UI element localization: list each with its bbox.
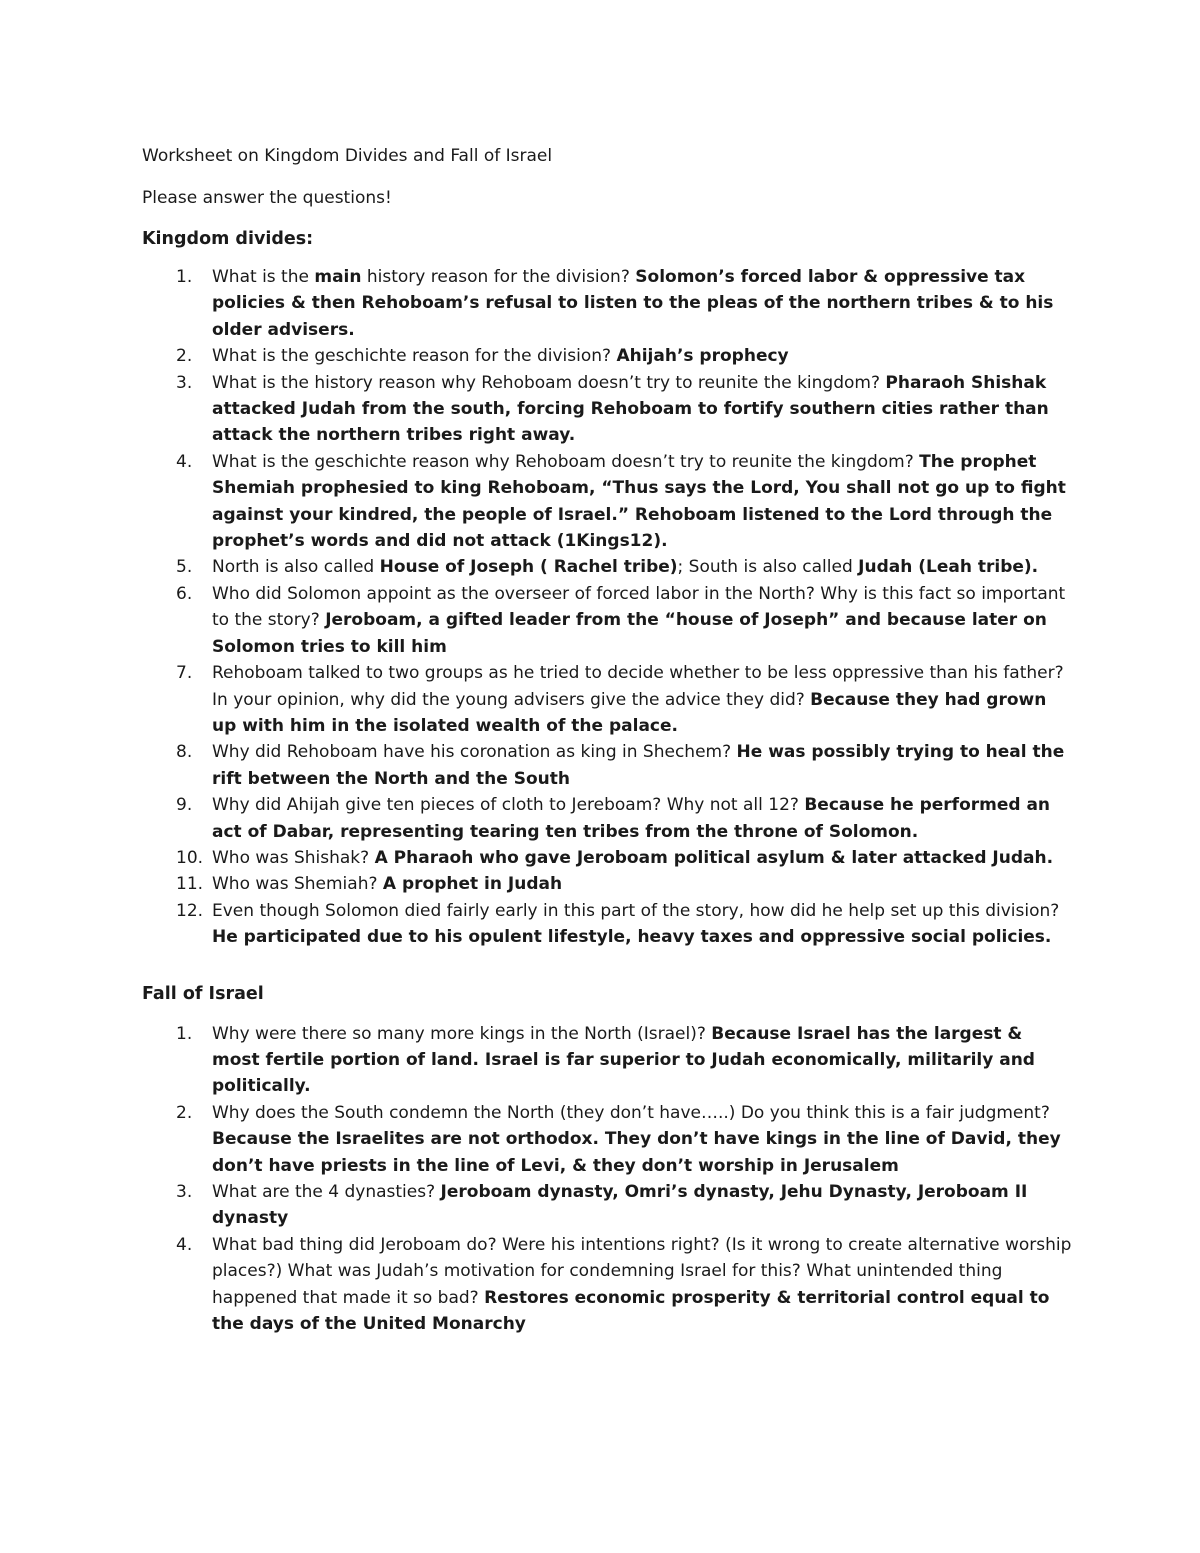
answer-text: Pharaoh Shishak attacked Judah from the south, forcing Rehoboam to fortify southern cities rather than attack the northern tribes right away. [212,372,1049,446]
question-item [142,898,1072,951]
question-number: 7. [176,663,193,684]
question-text: history reason for the division? [361,267,636,287]
question-text: Who was Shishak? [212,847,375,868]
question-text: What is the [212,267,315,287]
question-text: Why does the South condemn the North (they don’t have…..) Do you think this is a fair judgment? [212,1102,1050,1123]
question-item [142,792,1072,845]
answer-text: House of Joseph ( Rachel tribe) [379,557,678,578]
question-text: What are the 4 dynasties? [212,1182,441,1202]
answer-text: Jeroboam, a gifted leader from the “house of Joseph” and because later on Solomon tries to kill him [212,610,1047,657]
question-number: 4. [176,451,193,472]
question-text: Even though Solomon died fairly early in this part of the story, how did he help set up this division? [212,900,1060,921]
answer-text: main [314,267,362,287]
question-text: Why did Rehoboam have his coronation as king in Shechem? [212,742,737,763]
question-number: 4. [176,1234,193,1255]
question-text: Why did Ahijah give ten pieces of cloth to Jereboam? Why not all 12? [212,795,805,816]
answer-text: Ahijah’s prophecy [616,346,789,367]
question-item [142,370,1072,449]
question-text: Why were there so many more kings in the North (Israel)? [212,1023,712,1044]
question-item [142,1179,1072,1232]
question-number: 1. [176,267,193,287]
question-text: What is the geschichte reason for the division? [212,346,617,367]
question-number: 1. [176,1023,193,1044]
answer-text: Because Israel has the largest & most fertile portion of land. Israel is far superior to Judah economically, militarily and politically. [212,1023,1035,1097]
question-item [142,660,1072,739]
answer-text: He participated due to his opulent lifestyle, heavy taxes and oppressive social policies. [212,927,1052,948]
question-text: What is the history reason why Rehoboam doesn’t try to reunite the kingdom? [212,372,886,393]
question-text: What is the geschichte reason why Rehoboam doesn’t try to reunite the kingdom? [212,451,920,472]
question-item [142,1021,1072,1100]
section-heading-fall-of-israel: Fall of Israel [142,983,264,1004]
section-heading-kingdom-divides: Kingdom divides: [142,229,314,249]
question-number: 11. [176,874,204,895]
worksheet-page [142,144,1072,1337]
question-text: What bad thing did Jeroboam do? Were his intentions right? (Is it wrong to create alternative worship places?) What was Judah’s motivation for condemning Israel for this? What unintended thing happened that made it so bad? [212,1234,1072,1308]
question-number: 3. [176,1182,193,1202]
answer-text: Because he performed an act of Dabar, representing tearing ten tribes from the throne of Solomon. [212,795,1051,842]
answer-text: Because they had grown up with him in the isolated wealth of the palace. [212,689,1047,736]
answer-text: A prophet in Judah [382,874,563,895]
answer-text: The prophet Shemiah prophesied to king Rehoboam, “Thus says the Lord, You shall not go up to fight against your kindred, the people of Israel.” Rehoboam listened to the Lord through the prophet’s words and did not attack (1Kings12). [212,451,1066,552]
question-item [142,264,1072,343]
answer-text: Jeroboam dynasty, Omri’s dynasty, Jehu Dynasty, Jeroboam II dynasty [212,1182,1028,1229]
question-item [142,449,1072,555]
question-item [142,581,1072,660]
question-number: 3. [176,372,193,393]
question-item [142,739,1072,792]
worksheet-title: Worksheet on Kingdom Divides and Fall of Israel [142,146,553,166]
answer-text: Because the Israelites are not orthodox. They don’t have kings in the line of David, they don’t have priests in the line of Levi, & they don’t worship in Jerusalem [212,1129,1061,1176]
answer-text: He was possibly trying to heal the rift between the North and the South [212,742,1065,789]
answer-text: Solomon’s forced labor & oppressive tax policies & then Rehoboam’s refusal to listen to the pleas of the northern tribes & to his older advisers. [212,267,1054,340]
kingdom-divides-question-list [142,264,1072,951]
question-item [142,554,1072,580]
question-item [142,1100,1072,1179]
question-text: North is also called [212,557,380,578]
answer-text: Restores economic prosperity & territorial control equal to the days of the United Monarchy [212,1287,1050,1335]
question-number: 2. [176,346,193,367]
question-item [142,871,1072,897]
question-text: ; South is also called [677,557,859,578]
question-text: Who was Shemiah? [212,874,383,895]
question-number: 9. [176,795,193,816]
question-item [142,845,1072,871]
answer-text: Judah (Leah tribe). [858,557,1039,578]
question-number: 5. [176,557,193,578]
question-text: Who did Solomon appoint as the overseer of forced labor in the North? Why is this fact so important to the story? [212,583,1066,631]
question-number: 6. [176,583,193,604]
answer-text: A Pharaoh who gave Jeroboam political asylum & later attacked Judah. [374,847,1054,868]
worksheet-instructions: Please answer the questions! [142,188,392,208]
question-number: 8. [176,742,193,763]
question-item [142,1232,1072,1338]
question-item [142,343,1072,369]
question-number: 2. [176,1102,193,1123]
fall-of-israel-question-list [142,1021,1072,1338]
question-text: Rehoboam talked to two groups as he tried to decide whether to be less oppressive than his father? In your opinion, why did the young advisers give the advice they did? [212,663,1064,710]
question-number: 10. [176,847,204,868]
question-number: 12. [176,900,204,921]
